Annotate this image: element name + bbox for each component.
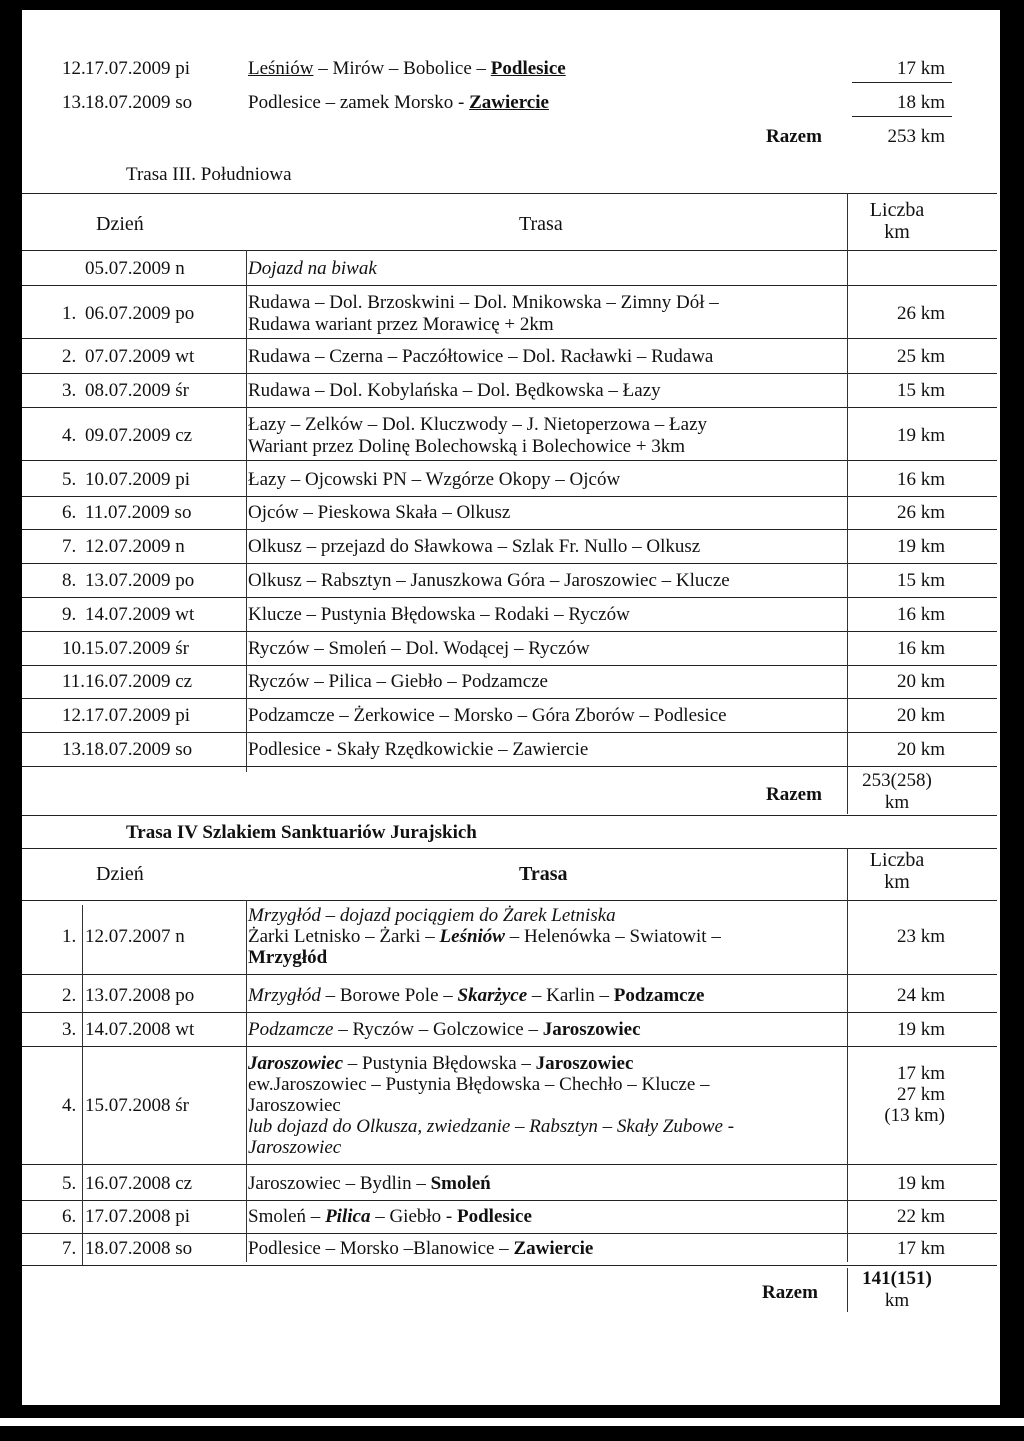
route-line [248,1053,633,1074]
total-value: 253(258) [862,770,932,791]
route-segment: Podlesice [490,58,566,79]
row-route: Leśniów – Mirów – Bobolice – Podlesice [248,58,566,79]
route-segment: – Helenówka – Swiatowit – [504,926,721,947]
row-km: 17 km [896,1063,945,1084]
route-line [248,1173,491,1194]
route-segment: Podzamcze [248,1019,334,1040]
route-segment: – Giebło - [370,1206,457,1227]
row-km: 24 km [896,985,945,1006]
rule [22,1164,997,1165]
route-segment: Skarżyce [457,985,528,1006]
row-number: 8. [62,570,77,591]
row-number: 5. [62,469,77,490]
header-rule [22,250,997,251]
row-number: 13. [62,739,86,760]
rule [22,631,997,632]
row-date: 13.07.2008 po [85,985,195,1006]
row-date: 14.07.2008 wt [85,1019,195,1040]
total-unit: km [884,1290,910,1311]
route-segment: lub dojazd do Olkusza, zwiedzanie – Rabsztyn – Skały Zubowe - [248,1116,735,1137]
route-line [248,1095,341,1116]
row-number: 9. [62,604,77,625]
row-route: Podzamcze – Żerkowice – Morsko – Góra Zborów – Podlesice [248,705,727,726]
route-line [248,947,327,968]
row-number: 10. [62,638,86,659]
row-number: 4. [62,425,77,446]
row-number: 7. [62,536,77,557]
route-segment: Smoleń – [248,1206,326,1227]
route-line [248,1137,341,1158]
route-segment: Leśniów [439,926,505,947]
row-km: 17 km [896,1238,945,1259]
rule [22,665,997,666]
row-date: 16.07.2008 cz [85,1173,193,1194]
route-segment: Leśniów [248,58,314,79]
row-route: Łazy – Zelków – Dol. Kluczwody – J. Nietoperzowa – Łazy [248,414,708,435]
row-number: 2. [62,985,77,1006]
row-date: 12.07.2009 n [85,536,185,557]
row-route: Ryczów – Smoleń – Dol. Wodącej – Ryczów [248,638,590,659]
row-route [248,92,549,113]
route-segment: – Ryczów – Golczowice – [333,1019,543,1040]
route-segment: Jaroszowiec [248,1095,341,1116]
row-km: 20 km [896,671,945,692]
row-date: 17.07.2009 pi [85,58,191,79]
rule [82,905,83,1265]
row-km: 19 km [896,1173,945,1194]
rule [852,116,952,117]
route-segment: – Karlin – [527,985,614,1006]
rule [22,698,997,699]
row-route-line2: Rudawa wariant przez Morawicę + 2km [248,314,554,335]
row-route: Klucze – Pustynia Błędowska – Rodaki – Ryczów [248,604,630,625]
row-route: Rudawa – Czerna – Paczółtowice – Dol. Racławki – Rudawa [248,346,714,367]
row-km: 17 km [896,58,945,79]
rule [22,732,997,733]
row-date: 08.07.2009 śr [85,380,189,401]
row-route: Olkusz – przejazd do Sławkowa – Szlak Fr. Nullo – Olkusz [248,536,701,557]
row-km: (13 km) [884,1105,945,1126]
row-date: 15.07.2008 śr [85,1095,189,1116]
rule [847,848,848,1262]
row-date: 18.07.2008 so [85,1238,193,1259]
rule [22,974,997,975]
route-segment: ew.Jaroszowiec – Pustynia Błędowska – Chechło – Klucze – [248,1074,710,1095]
row-date: 14.07.2009 wt [85,604,195,625]
row-number: 6. [62,1206,77,1227]
header-rule [22,848,997,849]
rule [22,563,997,564]
row-km: 26 km [896,303,945,324]
row-number: 3. [62,380,77,401]
row-date: 17.07.2009 pi [85,705,191,726]
route-segment: Zawiercie [513,1238,594,1259]
row-date: 15.07.2009 śr [85,638,189,659]
route-segment: Mrzygłód [248,947,328,968]
route-segment: Jaroszowiec [535,1053,634,1074]
row-number: 12. [62,58,86,79]
row-km: 16 km [896,469,945,490]
row-km: 20 km [896,705,945,726]
row-number: 5. [62,1173,77,1194]
row-km: 26 km [896,502,945,523]
rule [22,407,997,408]
route-segment: Podlesice [457,1206,532,1227]
route-segment: Bobolice [403,58,472,79]
rule [22,815,997,816]
total-label: Razem [762,1282,818,1303]
row-route: Podlesice - Skały Rzędkowickie – Zawiercie [248,739,589,760]
route-line [248,1019,641,1040]
row-date: 06.07.2009 po [85,303,195,324]
row-number: 3. [62,1019,77,1040]
rule [22,373,997,374]
row-km: 23 km [896,926,945,947]
row-route-line2: Wariant przez Dolinę Bolechowską i Bolechowice + 3km [248,436,686,457]
header-unit: km [884,221,910,243]
route-line [248,905,616,926]
route-segment: Pilica [325,1206,371,1227]
row-km: 16 km [896,604,945,625]
route-segment: Jaroszowiec [542,1019,641,1040]
row-number: 1. [62,926,77,947]
route-segment: Mirów [332,58,385,79]
rule [22,1200,997,1201]
rule [852,82,952,83]
row-km: 25 km [896,346,945,367]
total-value: 141(151) [862,1268,932,1289]
row-km: 19 km [896,425,945,446]
route-line [248,926,721,947]
route-segment: – Borowe Pole – [320,985,458,1006]
route-line [248,1238,593,1259]
rule [22,1233,997,1234]
rule [246,250,247,772]
row-km: 16 km [896,638,945,659]
row-km: 15 km [896,380,945,401]
route-segment: Podlesice – zamek Morsko - [248,92,470,113]
row-km: 18 km [896,92,945,113]
total-label: Razem [766,784,822,805]
row-number: 11. [62,671,86,692]
rule [847,193,848,773]
rule [847,1268,848,1312]
rule [22,597,997,598]
header-unit: km [884,871,910,893]
row-date: 07.07.2009 wt [85,346,195,367]
route-segment: Smoleń [430,1173,491,1194]
row-km: 27 km [896,1084,945,1105]
bottom-rule [0,1418,1024,1426]
row-number: 4. [62,1095,77,1116]
rule [22,285,997,286]
total-label: Razem [766,126,822,147]
row-date: 09.07.2009 cz [85,425,193,446]
route-segment: Jaroszowiec [248,1053,343,1074]
route-segment: Mrzygłód – dojazd pociągiem do Żarek Letniska [248,905,616,926]
row-date: 16.07.2009 cz [85,671,193,692]
header-rule [22,193,997,194]
rule [22,338,997,339]
route-segment: Podzamcze [613,985,705,1006]
route-segment: – Pustynia Błędowska – [343,1053,536,1074]
rule [847,768,848,814]
row-date: 13.07.2009 po [85,570,195,591]
rule [22,1265,997,1266]
route-segment: Jaroszowiec – Bydlin – [248,1173,431,1194]
row-number: 1. [62,303,77,324]
row-date: 10.07.2009 pi [85,469,191,490]
header-rule [22,900,997,901]
route-segment: Zawiercie [469,92,549,113]
row-km: 20 km [896,739,945,760]
row-date: 11.07.2009 so [85,502,192,523]
row-date: 18.07.2009 so [85,92,193,113]
rule [22,496,997,497]
row-km: 19 km [896,1019,945,1040]
row-number: 2. [62,346,77,367]
route-line [248,1116,734,1137]
route-segment: Mrzygłód [248,985,321,1006]
row-route: Olkusz – Rabsztyn – Januszkowa Góra – Jaroszowiec – Klucze [248,570,730,591]
document-page [22,10,1000,1405]
row-number: 12. [62,705,86,726]
total-unit: km [884,792,910,813]
row-date: 12.07.2007 n [85,926,185,947]
row-route: Ojców – Pieskowa Skała – Olkusz [248,502,511,523]
row-route: Rudawa – Dol. Brzoskwini – Dol. Mnikowska – Zimny Dół – [248,292,719,313]
header-day: Dzień [96,213,144,235]
row-number: 6. [62,502,77,523]
header-day: Dzień [96,863,144,885]
row-route: Łazy – Ojcowski PN – Wzgórze Okopy – Ojców [248,469,621,490]
route-line [248,1074,710,1095]
row-route: Dojazd na biwak [248,258,377,279]
row-route: Rudawa – Dol. Kobylańska – Dol. Będkowska – Łazy [248,380,661,401]
rule [22,1046,997,1047]
rule [22,766,997,767]
route-segment: Podlesice – Morsko –Blanowice – [248,1238,514,1259]
rule [22,460,997,461]
header-route: Trasa [519,213,563,235]
rule [22,1012,997,1013]
rule [22,529,997,530]
row-km: 19 km [896,536,945,557]
route-line [248,1206,532,1227]
section-title-text: Trasa III. Południowa [126,164,292,185]
row-date: 18.07.2009 so [85,739,193,760]
header-count: Liczba [869,199,925,221]
header-count: Liczba [869,849,925,871]
rule [246,900,247,1262]
row-km: 22 km [896,1206,945,1227]
row-km: 15 km [896,570,945,591]
route-segment: Jaroszowiec [248,1137,342,1158]
route-segment: Żarki Letnisko – Żarki – [248,926,440,947]
total-value: 253 km [887,126,945,147]
row-number: 7. [62,1238,77,1259]
header-route: Trasa [519,863,568,885]
row-route: Ryczów – Pilica – Giebło – Podzamcze [248,671,548,692]
row-date: 17.07.2008 pi [85,1206,191,1227]
route-line [248,985,704,1006]
row-number: 13. [62,92,86,113]
row-date: 05.07.2009 n [85,258,185,279]
section-title-text: Trasa IV Szlakiem Sanktuariów Jurajskich [126,822,477,843]
